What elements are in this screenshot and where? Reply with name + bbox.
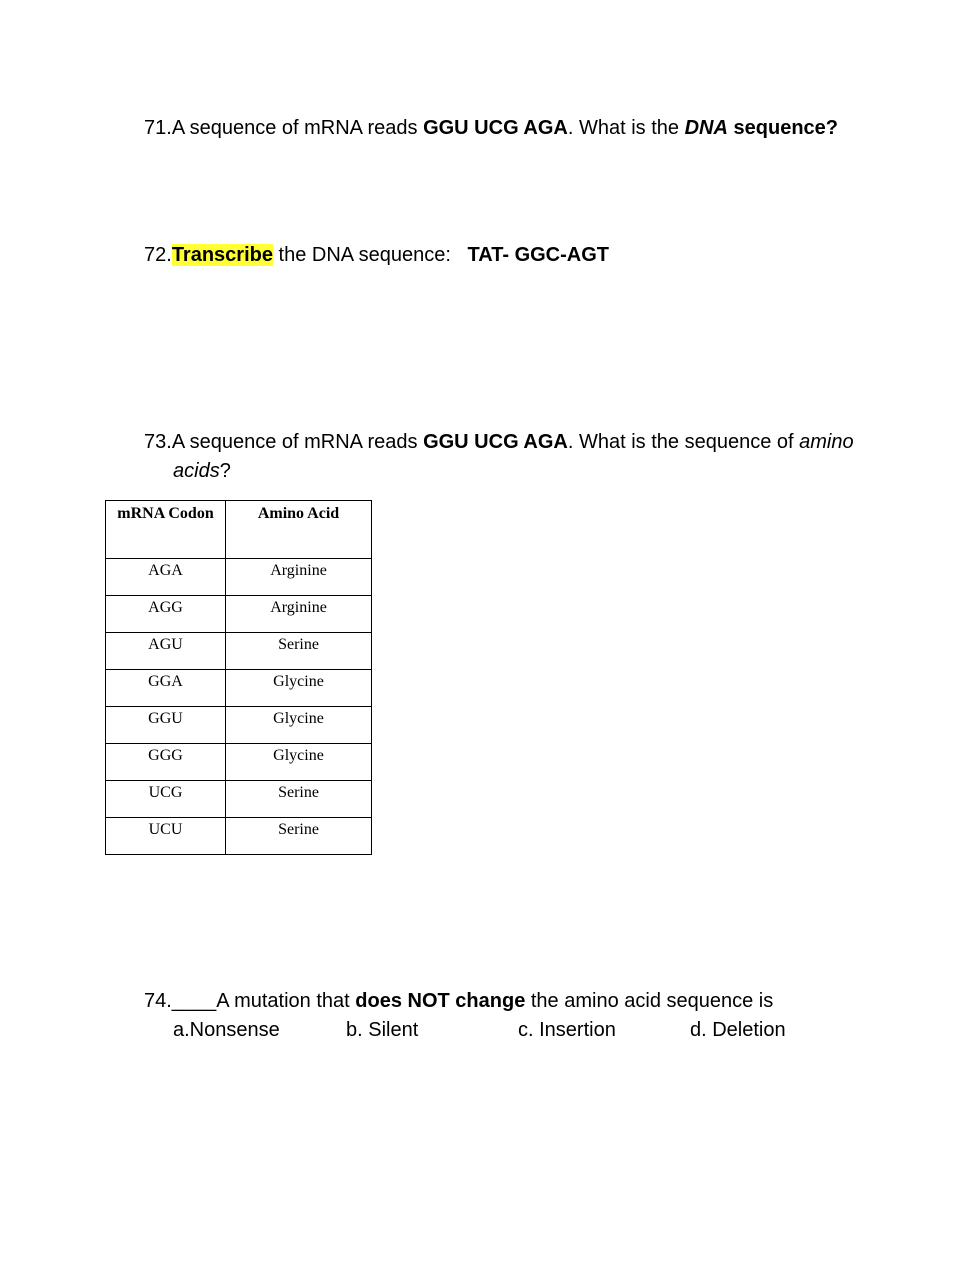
question-number: 71. [144,117,172,139]
choice-c: c. Insertion [518,1019,616,1041]
amino-acid-cell: Glycine [226,707,372,744]
question-number: 73. [144,431,172,453]
question-72: 72.Transcribe the DNA sequence: TAT- GGC-AGT [144,244,610,266]
choice-a: a.Nonsense [173,1019,280,1041]
question-74: 74.____A mutation that does NOT change the amino acid sequence is a.Nonsense b. Silent c. Insertion d. Deletion [144,987,786,1045]
table-row [106,744,372,781]
amino-acid-cell: Serine [226,818,372,855]
choice-b: b. Silent [346,1019,419,1041]
table-row [106,818,372,855]
amino-acid-cell: Serine [226,781,372,818]
highlighted-term: Transcribe [171,244,273,266]
table-row [106,559,372,596]
dna-emphasis: DNA [684,117,728,139]
table-row [106,670,372,707]
column-header-amino-acid: Amino Acid [226,501,372,559]
codon-cell: GGA [106,670,226,707]
mrna-codons: GGU UCG AGA [423,431,568,453]
mrna-codons: GGU UCG AGA [423,117,568,139]
codon-cell: AGA [106,559,226,596]
codon-cell: UCU [106,818,226,855]
codon-cell: GGG [106,744,226,781]
column-header-codon: mRNA Codon [106,501,226,559]
table-row [106,633,372,670]
amino-acid-cell: Serine [226,633,372,670]
codon-cell: GGU [106,707,226,744]
amino-acid-cell: Arginine [226,559,372,596]
table-row [106,596,372,633]
table-row [106,707,372,744]
question-number: 72. [144,244,172,266]
question-73: 73.A sequence of mRNA reads GGU UCG AGA. What is the sequence of amino acids? [144,431,854,482]
codon-cell: AGG [106,596,226,633]
amino-acid-cell: Arginine [226,596,372,633]
table-header-row [106,501,372,559]
question-number: 74.____ [144,990,217,1012]
dna-sequence: TAT- GGC-AGT [467,244,610,266]
codon-table [105,500,372,855]
amino-acid-cell: Glycine [226,744,372,781]
answer-choices [144,1016,786,1045]
question-71: 71.A sequence of mRNA reads GGU UCG AGA. What is the DNA sequence? [144,117,838,139]
codon-cell: AGU [106,633,226,670]
choice-d: d. Deletion [690,1019,786,1041]
bold-phrase: does NOT change [355,990,526,1012]
codon-cell: UCG [106,781,226,818]
amino-acid-cell: Glycine [226,670,372,707]
table-row [106,781,372,818]
